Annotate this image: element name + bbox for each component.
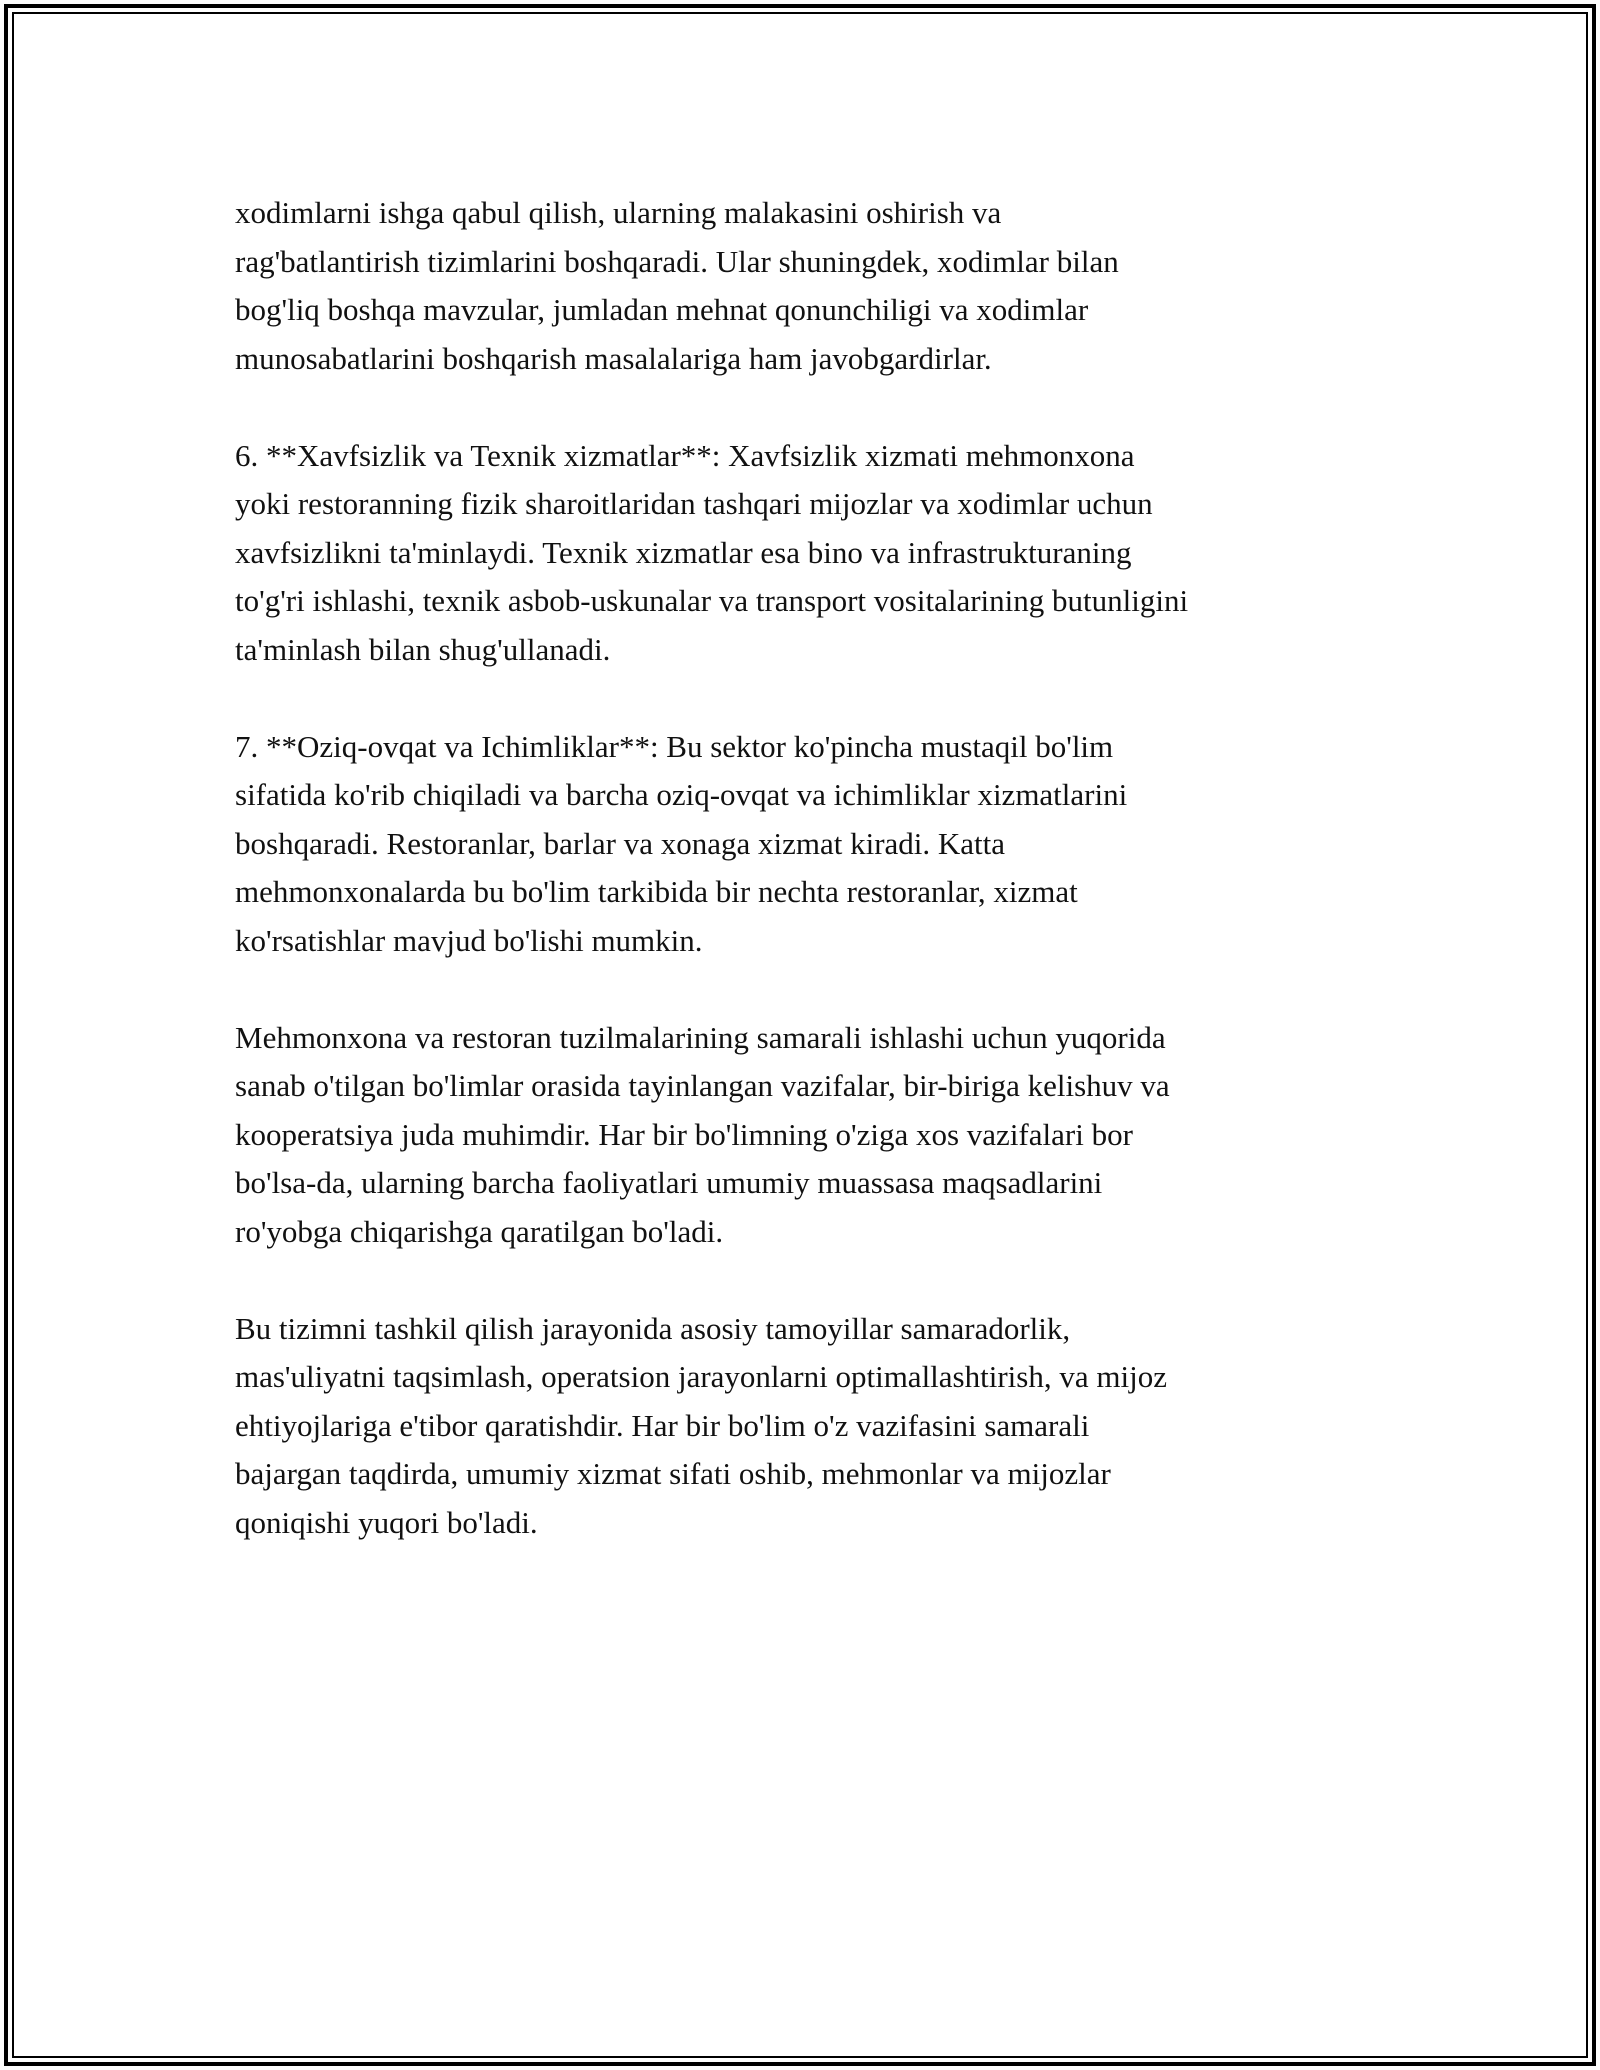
- text-line: mehmonxonalarda bu bo'lim tarkibida bir nechta restoranlar, xizmat: [235, 874, 1078, 909]
- text-line: yoki restoranning fizik sharoitlaridan tashqari mijozlar va xodimlar uchun: [235, 486, 1153, 521]
- text-line: xavfsizlikni ta'minlaydi. Texnik xizmatlar esa bino va infrastrukturaning: [235, 534, 1132, 570]
- text-line: Mehmonxona va restoran tuzilmalarining samarali ishlashi uchun yuqorida: [235, 1019, 1166, 1055]
- text-line: rag'batlantirish tizimlarini boshqaradi. Ular shuningdek, xodimlar bilan: [235, 243, 1119, 279]
- paragraph-principles: [235, 1305, 1385, 1548]
- text-line: sanab o'tilgan bo'limlar orasida tayinlangan vazifalar, bir-biriga kelishuv va: [235, 1068, 1170, 1103]
- paragraph-cooperation: [235, 1014, 1385, 1257]
- text-line: to'g'ri ishlashi, texnik asbob-uskunalar va transport vositalarining butunligini: [235, 583, 1189, 618]
- text-line: bo'lsa-da, ularning barcha faoliyatlari umumiy muassasa maqsadlarini: [235, 1165, 1103, 1200]
- text-line: 6. **Xavfsizlik va Texnik xizmatlar**: Xavfsizlik xizmati mehmonxona: [235, 437, 1135, 473]
- text-line: ehtiyojlariga e'tibor qaratishdir. Har bir bo'lim o'z vazifasini samarali: [235, 1407, 1090, 1443]
- text-line: bog'liq boshqa mavzular, jumladan mehnat qonunchiligi va xodimlar: [235, 292, 1089, 327]
- text-line: xodimlarni ishga qabul qilish, ularning malakasini oshirish va: [235, 195, 1002, 230]
- text-line: munosabatlarini boshqarish masalalariga ham javobgardirlar.: [235, 340, 992, 376]
- text-line: ko'rsatishlar mavjud bo'lishi mumkin.: [235, 922, 703, 958]
- text-line: sifatida ko'rib chiqiladi va barcha oziq-ovqat va ichimliklar xizmatlarini: [235, 777, 1128, 812]
- paragraph-security-technical: [235, 432, 1385, 675]
- paragraph-food-beverage: [235, 723, 1385, 966]
- text-line: ro'yobga chiqarishga qaratilgan bo'ladi.: [235, 1213, 724, 1249]
- text-line: bajargan taqdirda, umumiy xizmat sifati oshib, mehmonlar va mijozlar: [235, 1456, 1111, 1491]
- text-line: ta'minlash bilan shug'ullanadi.: [235, 631, 611, 667]
- document-body: [235, 189, 1385, 1596]
- text-line: Bu tizimni tashkil qilish jarayonida asosiy tamoyillar samaradorlik,: [235, 1310, 1071, 1346]
- text-line: kooperatsiya juda muhimdir. Har bir bo'limning o'ziga xos vazifalari bor: [235, 1116, 1133, 1152]
- paragraph-staff-management: [235, 189, 1385, 383]
- text-line: boshqaradi. Restoranlar, barlar va xonaga xizmat kiradi. Katta: [235, 825, 1006, 861]
- text-line: 7. **Oziq-ovqat va Ichimliklar**: Bu sektor ko'pincha mustaqil bo'lim: [235, 728, 1114, 764]
- text-line: qoniqishi yuqori bo'ladi.: [235, 1504, 538, 1540]
- text-line: mas'uliyatni taqsimlash, operatsion jarayonlarni optimallashtirish, va mijoz: [235, 1359, 1167, 1394]
